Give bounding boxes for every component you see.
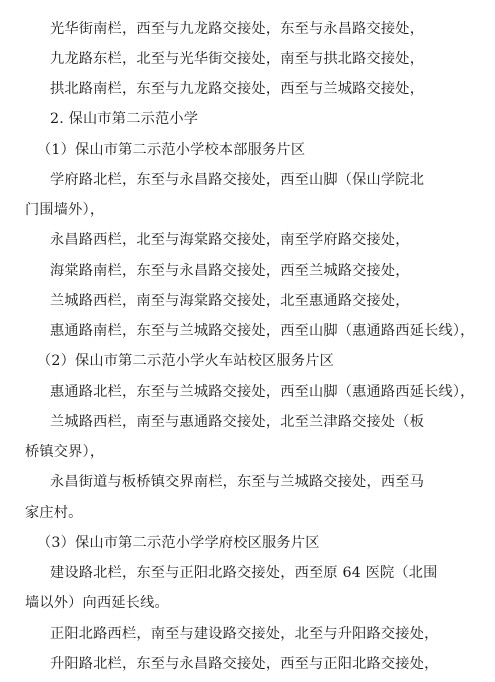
text-line-2: 九龙路东栏，北至与光华街交接处，南至与拱北路交接处， <box>50 51 425 67</box>
text-line-21: 正阳北路西栏，南至与建设路交接处，北至与升阳路交接处， <box>50 626 439 642</box>
text-line-14: 兰城路西栏，南至与惠通路交接处，北至兰津路交接处（板 <box>50 414 425 430</box>
subsection-heading-1: （1）保山市第二示范小学校本部服务片区 <box>37 142 306 158</box>
text-line-22: 升阳路北栏，东至与永昌路交接处，西至与正阳北路交接处， <box>50 656 439 672</box>
text-line-19: 建设路北栏，东至与正阳北路交接处，西至原 64 医院（北围 <box>50 565 438 581</box>
text-line-1: 光华街南栏，西至与九龙路交接处，东至与永昌路交接处， <box>50 21 425 37</box>
text-line-8: 永昌路西栏，北至与海棠路交接处，南至学府路交接处， <box>50 232 410 248</box>
text-line-17: 家庄村。 <box>25 505 83 521</box>
text-line-20: 墙以外）向西延长线。 <box>25 595 169 611</box>
text-line-13: 惠通路北栏，东至与兰城路交接处，西至山脚（惠通路西延长线）， <box>50 384 475 400</box>
subsection-heading-2: （2）保山市第二示范小学火车站校区服务片区 <box>37 353 334 369</box>
text-line-16: 永昌街道与板桥镇交界南栏，东至与兰城路交接处，西至马 <box>50 474 425 490</box>
text-line-10: 兰城路西栏，南至与海棠路交接处，北至惠通路交接处， <box>50 293 410 309</box>
text-line-7: 门围墙外）， <box>25 202 105 218</box>
text-line-3: 拱北路南栏，东至与九龙路交接处，西至与兰城路交接处， <box>50 81 425 97</box>
text-line-9: 海棠路南栏，东至与永昌路交接处，西至兰城路交接处， <box>50 263 410 279</box>
text-line-6: 学府路北栏，东至与永昌路交接处，西至山脚（保山学院北 <box>50 172 425 188</box>
text-line-11: 惠通路南栏，东至与兰城路交接处，西至山脚（惠通路西延长线）， <box>50 323 475 339</box>
section-heading-2: 2. 保山市第二示范小学 <box>50 111 199 127</box>
subsection-heading-3: （3）保山市第二示范小学学府校区服务片区 <box>37 535 320 551</box>
text-line-15: 桥镇交界）， <box>25 444 105 460</box>
